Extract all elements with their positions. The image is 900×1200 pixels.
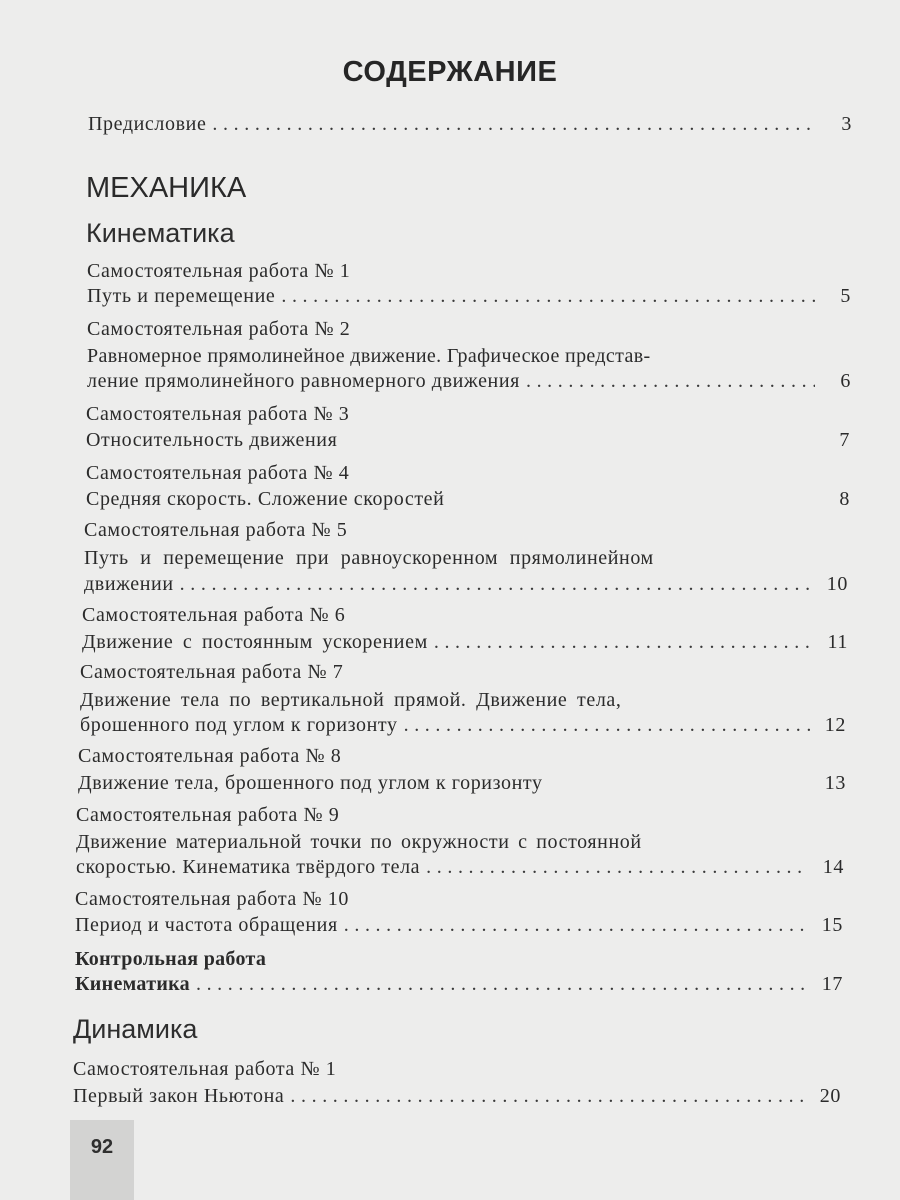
entry-page: 8	[839, 488, 850, 510]
entry-page: 12	[824, 714, 846, 736]
entry-heading: Самостоятельная работа № 8	[78, 745, 342, 767]
entry-page: 7	[839, 429, 850, 451]
toc-entry[interactable]	[86, 429, 850, 455]
dot-leader	[196, 973, 807, 996]
entry-heading: Самостоятельная работа № 3	[86, 403, 350, 425]
page-title: СОДЕРЖАНИЕ	[342, 56, 558, 88]
entry-label: ление прямолинейного равномерного движения	[87, 370, 520, 392]
entry-label-line: Путь и перемещение при равноускоренном прямолинейном	[84, 547, 654, 569]
dot-leader	[426, 856, 808, 879]
toc-entry[interactable]	[75, 914, 843, 940]
entry-label: брошенного под углом к горизонту	[80, 714, 398, 736]
entry-heading: Самостоятельная работа № 5	[84, 519, 348, 541]
entry-heading: Самостоятельная работа № 1	[73, 1058, 337, 1080]
dot-leader	[404, 714, 810, 737]
entry-label-line: Равномерное прямолинейное движение. Графическое представ-	[87, 345, 651, 367]
toc-entry-preface[interactable]	[88, 113, 852, 139]
entry-label: движении	[84, 573, 174, 595]
dot-leader	[180, 573, 812, 596]
entry-label: Первый закон Ньютона	[73, 1085, 285, 1107]
subsection-title-dynamics: Динамика	[73, 1014, 198, 1044]
entry-page: 13	[824, 772, 846, 794]
toc-entry[interactable]	[78, 772, 846, 798]
subsection-title-kinematics: Кинематика	[86, 218, 235, 248]
entry-heading: Самостоятельная работа № 7	[80, 661, 344, 683]
dot-leader	[281, 285, 815, 308]
dot-leader	[290, 1085, 805, 1108]
page-number: 92	[90, 1136, 114, 1158]
entry-heading: Самостоятельная работа № 2	[87, 318, 351, 340]
entry-heading: Самостоятельная работа № 9	[76, 804, 340, 826]
entry-heading: Самостоятельная работа № 6	[82, 604, 346, 626]
entry-page: 17	[821, 973, 843, 995]
entry-label: Кинематика	[75, 973, 190, 995]
toc-entry[interactable]	[80, 714, 846, 740]
dot-leader	[344, 914, 807, 937]
entry-page: 6	[840, 370, 851, 392]
entry-label: Движение тела, брошенного под углом к горизонту	[78, 772, 543, 794]
entry-page: 10	[826, 573, 848, 595]
entry-page: 11	[827, 631, 848, 653]
page-number-tab	[70, 1120, 134, 1200]
entry-label: Движение с постоянным ускорением	[82, 631, 428, 653]
toc-entry[interactable]	[86, 488, 850, 514]
dot-leader	[212, 113, 816, 136]
entry-page: 3	[841, 113, 852, 135]
entry-heading: Самостоятельная работа № 10	[75, 888, 349, 910]
entry-label-line: Движение тела по вертикальной прямой. Движение тела,	[80, 689, 622, 711]
toc-entry[interactable]	[87, 285, 851, 311]
entry-page: 20	[819, 1085, 841, 1107]
entry-label: Относительность движения	[86, 429, 338, 451]
toc-entry[interactable]	[87, 370, 851, 396]
toc-entry[interactable]	[84, 573, 848, 599]
entry-page: 14	[822, 856, 844, 878]
dot-leader	[526, 370, 815, 393]
entry-label: Период и частота обращения	[75, 914, 338, 936]
entry-page: 15	[821, 914, 843, 936]
toc-entry[interactable]	[82, 631, 848, 657]
entry-heading: Самостоятельная работа № 4	[86, 462, 350, 484]
entry-heading: Самостоятельная работа № 1	[87, 260, 351, 282]
entry-label: Путь и перемещение	[87, 285, 276, 307]
toc-entry[interactable]	[73, 1085, 841, 1111]
entry-page: 5	[840, 285, 851, 307]
entry-label: Предисловие	[88, 113, 207, 135]
section-title: МЕХАНИКА	[86, 172, 247, 204]
test-heading: Контрольная работа	[75, 948, 267, 970]
dot-leader	[434, 631, 812, 654]
entry-label-line: Движение материальной точки по окружности с постоянной	[76, 831, 642, 853]
entry-label: Средняя скорость. Сложение скоростей	[86, 488, 445, 510]
entry-label: скоростью. Кинематика твёрдого тела	[76, 856, 421, 878]
toc-entry[interactable]	[76, 856, 844, 882]
toc-entry-test[interactable]	[75, 973, 843, 999]
